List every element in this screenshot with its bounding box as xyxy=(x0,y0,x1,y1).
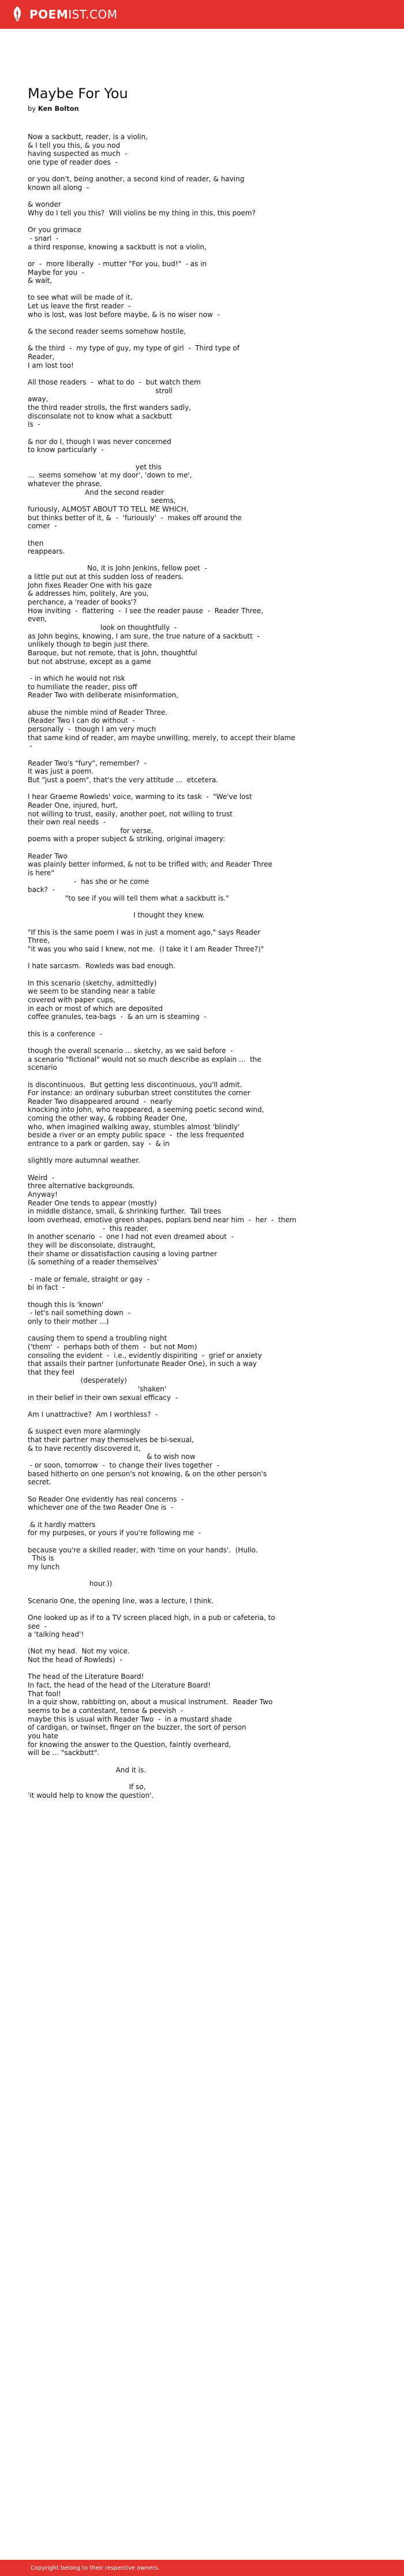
poem-line: even, xyxy=(28,615,47,624)
poem-line: covered with paper cups, xyxy=(28,995,115,1004)
poem-line: though the overall scenario ... sketchy, as we said before - xyxy=(28,1046,233,1055)
poem-line: or you don't, being another, a second kind of reader, & having xyxy=(28,175,245,184)
poem-line xyxy=(28,454,380,463)
poem-line: Anyway! xyxy=(28,1190,58,1199)
poem-line: But "just a poem", that's the very attitude ... etcetera. xyxy=(28,775,219,784)
poem-line: In this scenario (sketchy, admittedly) xyxy=(28,979,157,987)
poem-line: If so, xyxy=(28,1782,146,1791)
site-footer xyxy=(0,2560,404,2576)
poem-line xyxy=(28,1038,380,1047)
footer-copyright: Copyright belong to their respective owners. xyxy=(31,2564,160,2571)
poem-line: No, it is John Jenkins, fellow poet - xyxy=(28,564,207,573)
poem-line: maybe this is usual with Reader Two - in a mustard shade xyxy=(28,1715,232,1723)
poem-line: Maybe for you - xyxy=(28,268,84,277)
poem-line: only to their mother ...) xyxy=(28,1317,109,1326)
poem-line: & nor do I, though I was never concerned xyxy=(28,437,171,446)
poem-line: because you're a skilled reader, with 'time on your hands'. (Hullo. xyxy=(28,1545,258,1554)
poem-line: that assails their partner (unfortunate Reader One), in such a way xyxy=(28,1360,257,1368)
poem-line: "If this is the same poem I was in just a moment ago," says Reader xyxy=(28,928,261,936)
poem-line: known all along - xyxy=(28,183,89,192)
poem-line: their own real needs - xyxy=(28,818,106,827)
poem-line: see - xyxy=(28,1622,47,1630)
poem-line: I hate sarcasm. Rowleds was bad enough. xyxy=(28,962,175,970)
poem-line: One looked up as if to a TV screen placed high, in a pub or cafeteria, to xyxy=(28,1613,275,1622)
poem-line: the third reader strolls, the first wanders sadly, xyxy=(28,404,191,412)
poem-title: Maybe For You xyxy=(28,85,128,102)
poem-line: That fool! xyxy=(28,1689,61,1698)
poem-line: look on thoughtfully - xyxy=(28,624,177,632)
site-logo[interactable] xyxy=(10,6,118,23)
poem-line xyxy=(28,369,380,378)
poem-line xyxy=(28,531,380,539)
poem-line xyxy=(28,970,380,979)
poem-line: - let's nail something down - xyxy=(28,1309,130,1317)
poem-line: "it was you who said I knew, not me. (I take it I am Reader Three?)" xyxy=(28,945,264,953)
poem-line: furiously, ALMOST ABOUT TO TELL ME WHICH, xyxy=(28,505,189,513)
byline-prefix: by xyxy=(28,104,36,113)
poem-line: - male or female, straight or gay - xyxy=(28,1275,150,1283)
poem-line: Reader Two's "fury", remember? - xyxy=(28,759,147,767)
poem-line: Reader Two disappeared around - nearly xyxy=(28,1097,173,1106)
poem-line: It was just a poem. xyxy=(28,767,94,776)
poem-line: (& something of a reader themselves' xyxy=(28,1258,159,1267)
poem-line: How inviting - flattering - I see the reader pause - Reader Three, xyxy=(28,606,264,615)
poem-body xyxy=(28,133,380,1800)
poem-line: Or you grimace xyxy=(28,226,81,234)
poem-line: is discontinuous. But getting less discontinuous, you'll admit. xyxy=(28,1080,242,1089)
poem-line: for knowing the answer to the Question, faintly overheard, xyxy=(28,1740,231,1749)
author-link[interactable]: Ken Bolton xyxy=(38,104,79,113)
poem-line: based hitherto on one person's not knowing, & on the other person's xyxy=(28,1469,267,1478)
poem-line: this is a conference - xyxy=(28,1029,103,1038)
poem-line: entrance to a park or garden, say - & in xyxy=(28,1140,170,1148)
site-header xyxy=(0,0,404,29)
poem-line: - or soon, tomorrow - to change their lives together - xyxy=(28,1461,219,1470)
poem-line: stroll xyxy=(28,386,173,395)
poem-line xyxy=(28,843,380,852)
poem-line: The head of the Literature Board! xyxy=(28,1672,144,1681)
poem-line: they will be disconsolate, distraught, xyxy=(28,1241,156,1249)
poem-line xyxy=(28,1639,380,1648)
poem-line: in their belief in their own sexual efficacy - xyxy=(28,1393,178,1402)
poem-line: yet this xyxy=(28,462,162,471)
poem-line: you hate xyxy=(28,1732,58,1741)
poem-line: I hear Graeme Rowleds' voice, warming to its task - "We've lost xyxy=(28,793,252,801)
poem-line: & I tell you this, & you nod xyxy=(28,141,121,150)
poem-byline xyxy=(28,104,380,113)
poem-line: but thinks better of it, & - 'furiously' - makes off around the xyxy=(28,513,242,522)
poem-line: loom overhead, emotive green shapes, poplars bend near him - her - them xyxy=(28,1216,297,1224)
poem-line: slightly more autumnal weather. xyxy=(28,1156,140,1165)
poem-line: For instance: an ordinary suburban street constitutes the corner xyxy=(28,1089,250,1097)
poem-line: though this is 'known' xyxy=(28,1300,104,1309)
poem-line: seems to be a contestant, tense & peevish - xyxy=(28,1707,184,1715)
poem-line: - xyxy=(28,742,35,751)
poem-line: Not the head of Rowleds) - xyxy=(28,1656,122,1664)
poem-line: abuse the nimble mind of Reader Three. xyxy=(28,708,168,716)
poem-line: perchance, a 'reader of books'? xyxy=(28,598,137,607)
poem-line: having suspected as much - xyxy=(28,150,128,158)
poem-line xyxy=(28,1664,380,1673)
poem-line: 'shaken' xyxy=(28,1385,167,1394)
poem-line: I thought they knew. xyxy=(28,911,205,920)
poem-line: three alternative backgrounds. xyxy=(28,1182,135,1190)
poem-line xyxy=(28,556,380,565)
poem-line: beside a river or an empty public space - the less frequented xyxy=(28,1131,244,1140)
poem-line: & suspect even more alarmingly xyxy=(28,1427,141,1436)
poem-line: Why do I tell you this? Will violins be my thing in this, this poem? xyxy=(28,208,256,217)
poem-line: (Reader Two I can do without - xyxy=(28,716,135,725)
poem-line: my lunch xyxy=(28,1562,60,1571)
poem-line: poems with a proper subject & striking, original imagery: xyxy=(28,835,226,843)
poem-line: to know particularly - xyxy=(28,446,104,454)
poem-line: causing them to spend a troubling night xyxy=(28,1334,167,1343)
poem-line: but not abstruse, except as a game xyxy=(28,657,151,666)
quill-pen-icon xyxy=(10,6,25,23)
poem-line: - this reader. xyxy=(28,1224,149,1233)
poem-line xyxy=(28,1537,380,1546)
poem-line xyxy=(28,1571,380,1580)
poem-line xyxy=(28,1165,380,1174)
poem-line: John fixes Reader One with his gaze xyxy=(28,581,152,589)
poem-line: Reader Two xyxy=(28,852,68,860)
poem-line: who is lost, was lost before maybe, & is no wiser now - xyxy=(28,310,220,319)
poem-line xyxy=(28,1605,380,1614)
poem-line xyxy=(28,1774,380,1783)
poem-line xyxy=(28,251,380,260)
poem-line xyxy=(28,785,380,793)
poem-line: that they feel xyxy=(28,1368,75,1376)
poem-line: Scenario One, the opening line, was a lecture, I think. xyxy=(28,1596,214,1605)
poem-line: Reader, xyxy=(28,353,55,361)
poem-line: is - xyxy=(28,420,40,429)
poem-line: Reader Two with deliberate misinformation, xyxy=(28,691,179,700)
poem-line: personally - though I am very much xyxy=(28,725,156,733)
poem-line xyxy=(28,1267,380,1275)
poem-line: to see what will be made of it. xyxy=(28,293,133,302)
poem-line: Baroque, but not remote, that is John, thoughtful xyxy=(28,649,197,658)
poem-line: - in which he would not risk xyxy=(28,674,125,682)
poem-line: Now a sackbutt, reader, is a violin, xyxy=(28,133,148,141)
poem-line: one type of reader does - xyxy=(28,158,118,166)
poem-line: & addresses him, politely, Are you, xyxy=(28,589,149,598)
poem-line: & to have recently discovered it, xyxy=(28,1444,141,1453)
poem-line xyxy=(28,1487,380,1495)
poem-line: whichever one of the two Reader One is - xyxy=(28,1503,174,1512)
poem-line: Three, xyxy=(28,936,50,945)
poem-line xyxy=(28,1588,380,1597)
poem-line: & the third - my type of guy, my type of girl - Third type of xyxy=(28,344,240,353)
poem-line: was plainly better informed, & not to be trifled with; and Reader Three xyxy=(28,860,272,869)
poem-line xyxy=(28,920,380,928)
poem-line xyxy=(28,1326,380,1335)
poem-line: their shame or dissatisfaction causing a loving partner xyxy=(28,1249,218,1258)
poem-line: bi in fact - xyxy=(28,1283,65,1292)
poem-line: consoling the evident - i.e., evidently dispiriting - grief or anxiety xyxy=(28,1351,262,1360)
poem-line xyxy=(28,1512,380,1521)
poem-line: for verse, xyxy=(28,826,154,835)
poem-line: secret. xyxy=(28,1478,51,1487)
poem-line: not willing to trust, easily, another poet, not willing to trust xyxy=(28,809,233,818)
poem-line: This is xyxy=(28,1554,54,1563)
poem-line: in middle distance, small, & shrinking further. Tall trees xyxy=(28,1207,222,1216)
poem-line xyxy=(28,903,380,912)
poem-line: reappears. xyxy=(28,547,65,556)
poem-line: In another scenario - one I had not even dreamed about - xyxy=(28,1233,234,1241)
poem-line: - snarl - xyxy=(28,234,59,242)
poem-line: or - more liberally - mutter "For you, bud!" - as in xyxy=(28,259,207,268)
poem-line xyxy=(28,429,380,438)
poem-line: coffee granules, tea-bags - & an urn is steaming - xyxy=(28,1013,207,1021)
poem-line: Let us leave the first reader - xyxy=(28,302,131,311)
poem-line xyxy=(28,285,380,294)
poem-line xyxy=(28,218,380,226)
poem-line: All those readers - what to do - but watch them xyxy=(28,378,201,387)
poem-line xyxy=(28,1072,380,1081)
poem-line: & the second reader seems somehow hostile, xyxy=(28,327,186,336)
poem-line xyxy=(28,666,380,674)
poem-line: In a quiz show, rabbitting on, about a musical instrument. Reader Two xyxy=(28,1698,273,1707)
poem-line: corner - xyxy=(28,522,57,531)
poem-line: Am I unattractive? Am I worthless? - xyxy=(28,1410,158,1419)
poem-line: away, xyxy=(28,395,48,404)
poem-line: whatever the phrase. xyxy=(28,479,102,488)
poem-line: ... seems somehow 'at my door', 'down to me', xyxy=(28,471,192,480)
poem-line: as John begins, knowing, I am sure, the true nature of a sackbutt - xyxy=(28,632,260,640)
poem-line: & wait, xyxy=(28,277,53,285)
poem-line: that same kind of reader, am maybe unwilling, merely, to accept their blame xyxy=(28,733,295,742)
poem-line xyxy=(28,336,380,345)
poem-line: knocking into John, who reappeared, a seeming poetic second wind, xyxy=(28,1106,264,1114)
poem-line: And the second reader xyxy=(28,488,164,496)
site-logo-text: POEMIST.COM xyxy=(29,8,118,21)
poem-line xyxy=(28,1402,380,1410)
poem-line: So Reader One evidently has real concerns - xyxy=(28,1495,184,1503)
poem-line: that their partner may themselves be bi-sexual, xyxy=(28,1436,194,1444)
poem-line: coming the other way, & robbing Reader One, xyxy=(28,1114,188,1123)
poem-line xyxy=(28,954,380,962)
poem-line: (desperately) xyxy=(28,1376,127,1385)
poem-line: & to wish now xyxy=(28,1453,196,1461)
poem-line xyxy=(28,1419,380,1428)
poem-line: (Not my head. Not my voice. xyxy=(28,1647,130,1656)
poem-line: In fact, the head of the head of the Literature Board! xyxy=(28,1681,211,1690)
poem-line: a third response, knowing a sackbutt is not a violin, xyxy=(28,242,207,251)
poem-line: unlikely though to begin just there. xyxy=(28,640,149,649)
poem-line xyxy=(28,167,380,176)
poem-line xyxy=(28,751,380,759)
poem-line: Reader One, injured, hurt, xyxy=(28,801,118,809)
poem-line xyxy=(28,319,380,327)
poem-line: a 'talking head'! xyxy=(28,1630,84,1639)
poem-line xyxy=(28,1757,380,1766)
poem-line: a little put out at this sudden loss of readers. xyxy=(28,573,184,581)
poem-line: is here" xyxy=(28,869,54,878)
poem-line: & it hardly matters xyxy=(28,1520,96,1529)
poem-line: in each or most of which are deposited xyxy=(28,1004,163,1013)
poem-line xyxy=(28,1148,380,1157)
poem-line: back? - xyxy=(28,886,55,894)
poem-line: to humiliate the reader, piss off xyxy=(28,682,137,691)
poem-line: Reader One tends to appear (mostly) xyxy=(28,1199,157,1207)
poem-line: then xyxy=(28,539,44,547)
poem-line xyxy=(28,1021,380,1030)
poem-line: & wonder xyxy=(28,200,61,209)
poem-line: "to see if you will tell them what a sackbutt is." xyxy=(28,894,229,903)
poem-line: ('them' - perhaps both of them - but not Mom) xyxy=(28,1342,197,1351)
poem-line: scenario xyxy=(28,1063,57,1072)
poem-line: And it is. xyxy=(28,1765,147,1774)
poem-article xyxy=(28,85,380,1800)
poem-line: we seem to be standing near a table xyxy=(28,987,155,996)
poem-line: will be ... "sackbutt". xyxy=(28,1749,100,1757)
poem-line: for my purposes, or yours if you're following me - xyxy=(28,1529,201,1537)
poem-line xyxy=(28,1292,380,1301)
poem-line: Weird - xyxy=(28,1173,55,1182)
poem-line: disconsolate not to know what a sackbutt xyxy=(28,412,173,420)
poem-line: hour.)) xyxy=(28,1580,113,1588)
poem-line: a scenario "fictional" would not so much describe as explain ... the xyxy=(28,1055,261,1063)
poem-line: - has she or he come xyxy=(28,877,149,886)
poem-line xyxy=(28,700,380,708)
poem-line: I am lost too! xyxy=(28,361,74,369)
poem-line: who, when imagined walking away, stumbles almost 'blindly' xyxy=(28,1122,240,1131)
poem-line xyxy=(28,192,380,201)
poem-line: seems, xyxy=(28,496,176,505)
poem-line: 'it would help to know the question'. xyxy=(28,1791,154,1800)
poem-line: of cardigan, or twinset, finger on the buzzer, the sort of person xyxy=(28,1723,246,1732)
